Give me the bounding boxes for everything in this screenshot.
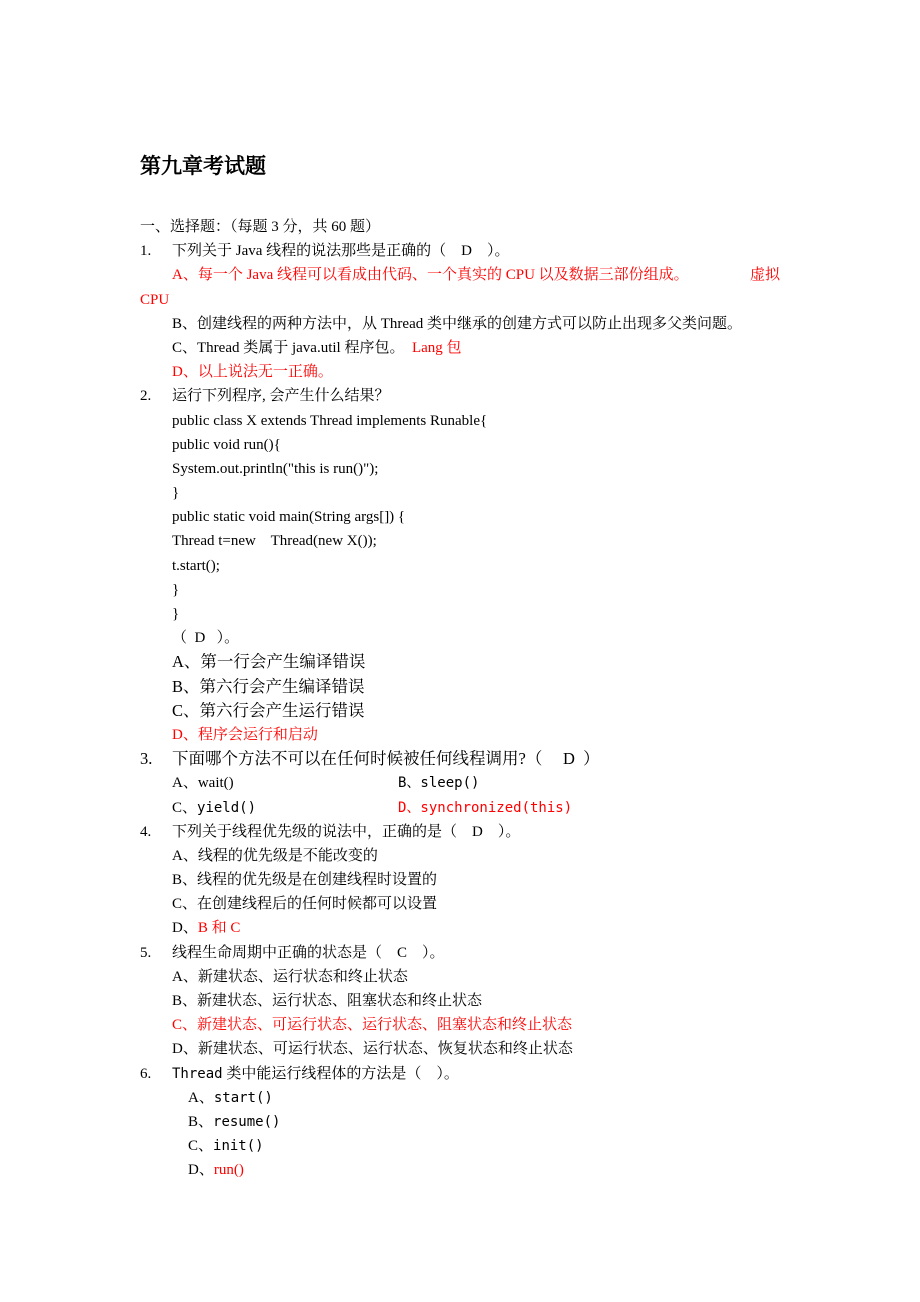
answer-annotation: CPU [140,291,170,308]
line-text: resume() [213,1113,281,1130]
line-text: public class X extends Thread implements Runable{ [172,412,488,429]
line-text: start() [213,1089,273,1106]
option-line [140,844,800,868]
question-line [140,820,800,844]
answer-annotation: Lang 包 [411,339,462,356]
line-text: C、在创建线程后的任何时候都可以设置 [172,896,438,913]
line-text: D、 [188,1162,214,1179]
option-second-column: D、synchronized(this) [398,799,573,816]
option-line [140,1158,800,1182]
line-text: D、新建状态、可运行状态、运行状态、恢复状态和终止状态 [172,1041,573,1058]
line-text: B、第六行会产生编译错误 [172,676,365,696]
question-number: 6. [140,1065,152,1082]
option-line [140,699,800,723]
option-line [140,892,800,916]
line-text: C、第六行会产生运行错误 [172,700,365,720]
option-line [140,409,800,433]
line-text: B、 [188,1113,214,1130]
option-line [140,1013,800,1037]
line-text: } [172,485,180,502]
answer-annotation: 虚拟 [749,267,780,284]
line-text: A、wait() [172,775,234,792]
option-second-column: B、sleep() [398,775,480,792]
line-text: A、 [188,1089,214,1106]
option-line [140,723,800,747]
question-line [140,384,800,408]
question-number: 3. [140,749,153,769]
option-line [140,916,800,940]
line-text: D、 [172,920,198,937]
option-line [140,1037,800,1061]
line-text: 运行下列程序, 会产生什么结果？ [172,388,390,405]
option-line [140,481,800,505]
line-text: C、Thread 类属于 java.util 程序包。 [172,339,412,356]
line-text: t.start(); [172,557,220,574]
line-text: 一、选择题：（每题 3 分，共 60 题） [140,219,381,235]
line-text: A、第一行会产生编译错误 [172,652,366,672]
line-text: C、 [188,1138,214,1155]
option-line [140,602,800,626]
line-text: 类中能运行线程体的方法是（ ）。 [222,1065,459,1082]
question-number: 2. [140,388,152,405]
answer-annotation: A、每一个 Java 线程可以看成由代码、一个真实的 CPU 以及数据三部份组成。 [172,267,689,284]
option-line [140,554,800,578]
line-text: } [172,606,180,622]
line-text: 下列关于线程优先级的说法中，正确的是（ D ）。 [172,823,521,840]
option-line [140,263,800,287]
question-number: 5. [140,944,152,961]
line-text: Thread [172,1065,223,1082]
line-text: 线程生命周期中正确的状态是（ C ）。 [172,944,445,961]
option-line [140,578,800,602]
option-line [140,529,800,553]
option-line [140,433,800,457]
question-number: 4. [140,823,152,840]
line-text: init() [213,1138,264,1155]
line-text: public void run(){ [172,436,281,453]
exam-questions [140,215,800,1183]
option-line [140,626,800,650]
question-line [140,941,800,965]
question-number: 1. [140,243,152,260]
line-text: System.out.println("this is run()"); [172,460,379,477]
line-text: （ D ）。 [172,630,240,647]
option-line [140,650,800,674]
line-text: B、线程的优先级是在创建线程时设置的 [172,872,438,889]
line-text: C、 [172,799,198,816]
answer-annotation: D、以上说法无一正确。 [172,364,333,381]
page-title: 第九章考试题 [140,154,266,178]
line-text: 下面哪个方法不可以在任何时候被任何线程调用?（ D ） [172,749,600,769]
option-line [140,989,800,1013]
option-line [140,771,800,795]
option-line [140,312,800,336]
option-line [140,1134,800,1158]
question-line [140,1062,800,1086]
question-line [140,239,800,263]
answer-annotation: D、程序会运行和启动 [172,726,318,743]
line-text: B、新建状态、运行状态、阻塞状态和终止状态 [172,993,483,1009]
option-line [140,505,800,529]
line-text: Thread t=new Thread(new X()); [172,533,377,550]
line-text: A、新建状态、运行状态和终止状态 [172,968,408,985]
option-line [140,457,800,481]
line-text: 下列关于 Java 线程的说法那些是正确的（ D ）。 [172,243,510,260]
option-line [140,336,800,360]
option-line [140,675,800,699]
answer-annotation: B 和 C [197,920,241,937]
line-text: yield() [197,799,257,816]
option-line [140,1110,800,1134]
option-line [140,1086,800,1110]
text-line [140,288,800,312]
line-text: } [172,581,180,598]
option-line [140,868,800,892]
text-line [140,215,800,239]
option-line [140,965,800,989]
line-text: B、创建线程的两种方法中，从 Thread 类中继承的创建方式可以防止出现多父类问题。 [172,315,742,332]
answer-annotation: C、新建状态、可运行状态、运行状态、阻塞状态和终止状态 [172,1017,573,1034]
option-line [140,360,800,384]
line-text: A、线程的优先级是不能改变的 [172,847,378,864]
answer-annotation: run() [213,1162,244,1179]
question-line [140,747,800,771]
line-text: public static void main(String args[]) { [172,509,406,526]
option-line [140,796,800,820]
